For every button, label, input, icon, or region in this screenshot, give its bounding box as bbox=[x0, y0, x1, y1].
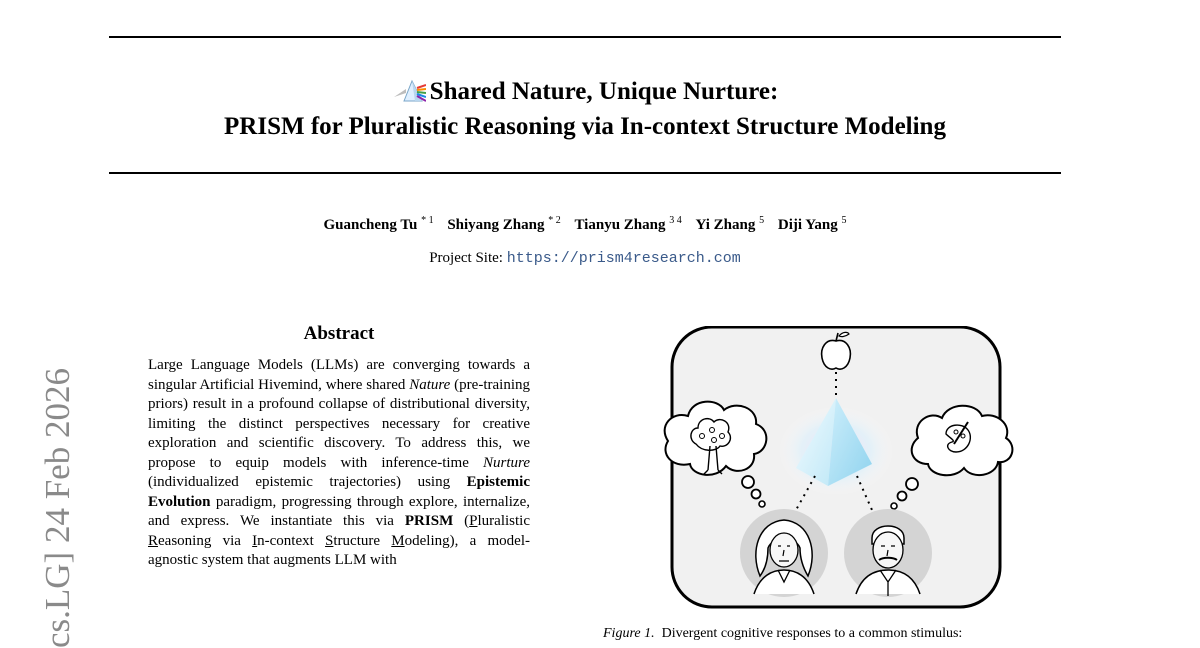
project-site-link[interactable]: https://prism4research.com bbox=[506, 250, 741, 267]
portrait-dalton bbox=[844, 509, 932, 597]
author: Diji Yang $^5$ bbox=[777, 215, 847, 233]
author: Yi Zhang $^5$ bbox=[695, 215, 765, 233]
author-list bbox=[109, 215, 1061, 234]
portrait-newton bbox=[740, 509, 828, 597]
bottom-rule bbox=[109, 172, 1061, 174]
paper-title-line1: Shared Nature, Unique Nurture: bbox=[109, 75, 1061, 113]
figure-1-caption: Figure 1. Divergent cognitive responses to a common stimulus: bbox=[603, 626, 963, 641]
author: Guancheng Tu $^{* 1}$ bbox=[323, 215, 434, 233]
figure-1-illustration bbox=[650, 326, 1020, 616]
author: Shiyang Zhang $^{* 2}$ bbox=[447, 215, 561, 233]
project-site-label: Project Site: bbox=[429, 250, 503, 266]
arxiv-side-stamp: cs.LG] 24 Feb 2026 bbox=[38, 368, 77, 648]
paper-title-line2: PRISM for Pluralistic Reasoning via In-context Structure Modeling bbox=[224, 113, 946, 140]
abstract-body: Large Language Models (LLMs) are converging towards a singular Artificial Hivemind, where shared Nature (pre-training priors) result in a profound collapse of distributional diversity, limiting the distinct perspectives necessary for creative exploration and scientific discovery. To address this, we propose to equip models with inference-time Nurture (individualized epistemic trajectories) using Epistemic Evolution paradigm, progressing through explore, internalize, and express. We instantiate this via PRISM (Pluralistic Reasoning via In-context Structure Modeling), a model-agnostic system that augments LLM with bbox=[148, 357, 530, 568]
author: Tianyu Zhang $^{3 4}$ bbox=[574, 215, 682, 233]
project-site bbox=[109, 250, 1061, 267]
prism-icon bbox=[392, 79, 426, 113]
abstract-heading: Abstract bbox=[303, 323, 375, 344]
top-rule bbox=[109, 36, 1061, 38]
